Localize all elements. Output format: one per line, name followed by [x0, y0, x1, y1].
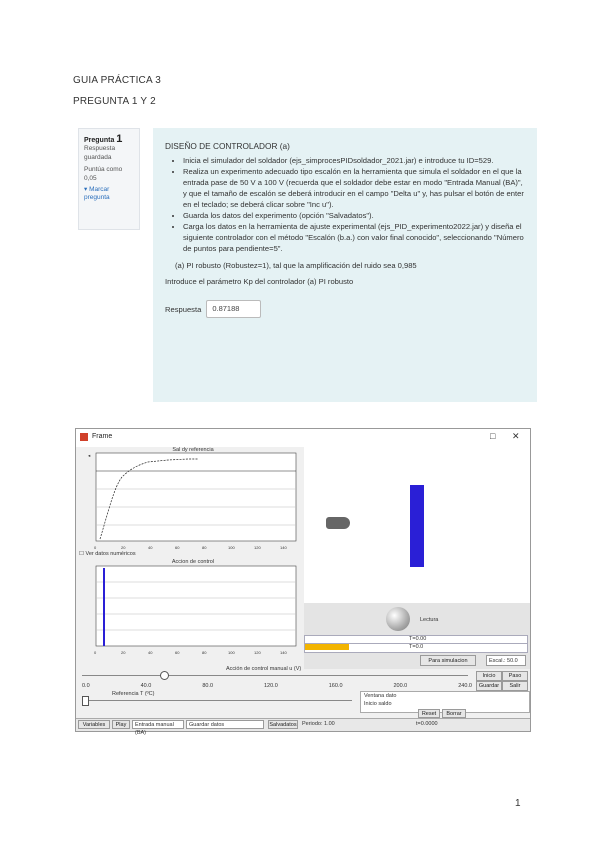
- slider-ref-track[interactable]: [82, 700, 352, 701]
- stop-simulation-button[interactable]: Para simulacion: [420, 655, 476, 666]
- x-tick-label: 20: [121, 545, 126, 550]
- sensor-label: Lectura: [420, 617, 439, 623]
- x-tick-label: 0: [94, 545, 97, 550]
- readout-box-1: T=0.00: [304, 635, 528, 645]
- exit-button[interactable]: Salir: [502, 681, 528, 691]
- question-heading: DISEÑO DE CONTROLADOR (a): [165, 141, 290, 151]
- numeric-data-checkbox[interactable]: ☐ Ver datos numéricos: [79, 551, 136, 557]
- log-panel: Ventana dato Inicio saldo: [360, 691, 530, 713]
- soldering-iron-icon: [326, 517, 350, 529]
- heater-bar: [410, 485, 424, 567]
- save-button[interactable]: Guardar: [476, 681, 502, 691]
- reset-button[interactable]: Reset: [418, 709, 440, 718]
- readout-box-2: T=0.0: [304, 643, 528, 653]
- maximize-icon[interactable]: □: [490, 431, 496, 441]
- step-button[interactable]: Paso: [502, 671, 528, 681]
- clear-button[interactable]: Borrar: [442, 709, 466, 718]
- slider-u-thumb[interactable]: [160, 671, 169, 680]
- save-data-button[interactable]: Salvadatos: [269, 722, 297, 728]
- question-score: Puntúa como 0,05: [84, 166, 123, 182]
- time-readout: t=0.0000: [416, 721, 438, 727]
- sensor-area: [304, 603, 530, 669]
- x-tick-label: 140: [280, 650, 287, 655]
- x-tick-label: 80: [202, 545, 207, 550]
- x-tick-label: 80: [202, 650, 207, 655]
- bottom-toolbar: [76, 718, 530, 736]
- instruction-item: • Carga los datos en la herramienta de ajuste experimental (ejs_PID_experimento2022.jar) y diseña el siguiente controlador con el método "Escalón (b.a.) con valor final conocido", seleccionando "Número de puntos para pendiente=5".: [183, 221, 526, 254]
- control-action-bar: [103, 568, 105, 646]
- play-button[interactable]: Play: [112, 720, 130, 729]
- doc-subtitle: PREGUNTA 1 Y 2: [73, 96, 156, 107]
- step-field[interactable]: Escal.: 50.0: [486, 655, 526, 666]
- chart-output-title: Sal dy referencia: [172, 447, 214, 453]
- slider-ref-label: Referencia T (ºC): [112, 691, 155, 697]
- instruction-item: • Realiza un experimento adecuado tipo escalón en la herramienta que simula el soldador en el que la entrada pase de 50 V a 100 V (recuerda que el soldador debe estar en modo "Entrada Manual (BA)", y que el tamaño de escalón se deberá introducir en el campo "Delta u" y, has pulsar el botón de enter en el teclado; se deberá clicar sobre "Inc u").: [183, 166, 526, 210]
- x-tick-label: 0: [94, 650, 97, 655]
- x-tick-label: 60: [175, 545, 180, 550]
- robust-spec: (a) PI robusto (Robustez=1), tal que la amplificación del ruido sea 0,985: [175, 261, 417, 270]
- question-info: [78, 128, 140, 230]
- flag-question-link[interactable]: ▾ Marcar pregunta: [84, 186, 110, 201]
- simulator-window: [75, 428, 531, 736]
- answer-input[interactable]: 0.87188: [206, 300, 261, 318]
- x-tick-label: 120: [254, 650, 261, 655]
- y-tick-label: ◂: [88, 453, 91, 458]
- question-content: [153, 128, 537, 402]
- variables-button[interactable]: Variables: [78, 720, 110, 729]
- x-tick-label: 40: [148, 650, 153, 655]
- x-tick-label: 40: [148, 545, 153, 550]
- page-number: 1: [515, 798, 521, 809]
- slider-u-label: Acción de control manual u (V): [226, 666, 302, 672]
- slider-u-track[interactable]: [82, 675, 468, 676]
- slider-u-ticks: 0.0 40.0 80.0 120.0 160.0 200.0 240.0: [82, 683, 472, 689]
- window-titlebar: [76, 429, 530, 447]
- chart-control: [88, 566, 300, 658]
- x-tick-label: 60: [175, 650, 180, 655]
- period-label: Periodo: 1.00: [302, 721, 335, 727]
- x-tick-label: 100: [228, 650, 235, 655]
- chart-output: [88, 453, 300, 553]
- x-tick-label: 120: [254, 545, 261, 550]
- pipe-fill: [305, 644, 349, 650]
- flag-icon: ▾: [84, 186, 88, 193]
- chart-control-title: Accion de control: [171, 559, 215, 565]
- save-data-field[interactable]: Guardar datos: [186, 720, 264, 729]
- question-status: Respuesta guardada: [84, 145, 116, 161]
- window-title: Frame: [92, 433, 113, 440]
- answer-label: Respuesta: [165, 304, 202, 314]
- question-number: Pregunta 1: [84, 133, 123, 145]
- x-tick-label: 140: [280, 545, 287, 550]
- close-icon[interactable]: ✕: [512, 431, 520, 441]
- instruction-list: [165, 155, 526, 254]
- sensor-ball-icon: [386, 607, 410, 631]
- instruction-item: • Guarda los datos del experimento (opción "Salvadatos").: [183, 210, 526, 221]
- x-tick-label: 100: [228, 545, 235, 550]
- java-icon: [80, 433, 88, 441]
- simulation-canvas: [304, 447, 530, 603]
- init-button[interactable]: Inicio: [476, 671, 502, 681]
- mode-select[interactable]: Entrada manual (BA): [132, 720, 184, 729]
- instruction-item: • Inicia el simulador del soldador (ejs_simprocesPIDsoldador_2021.jar) e introduce tu ID=529.: [183, 155, 526, 166]
- doc-title: GUIA PRÁCTICA 3: [73, 75, 162, 86]
- x-tick-label: 20: [121, 650, 126, 655]
- slider-ref-thumb[interactable]: [82, 696, 89, 706]
- parameter-prompt: Introduce el parámetro Kp del controlador (a) PI robusto: [165, 277, 354, 286]
